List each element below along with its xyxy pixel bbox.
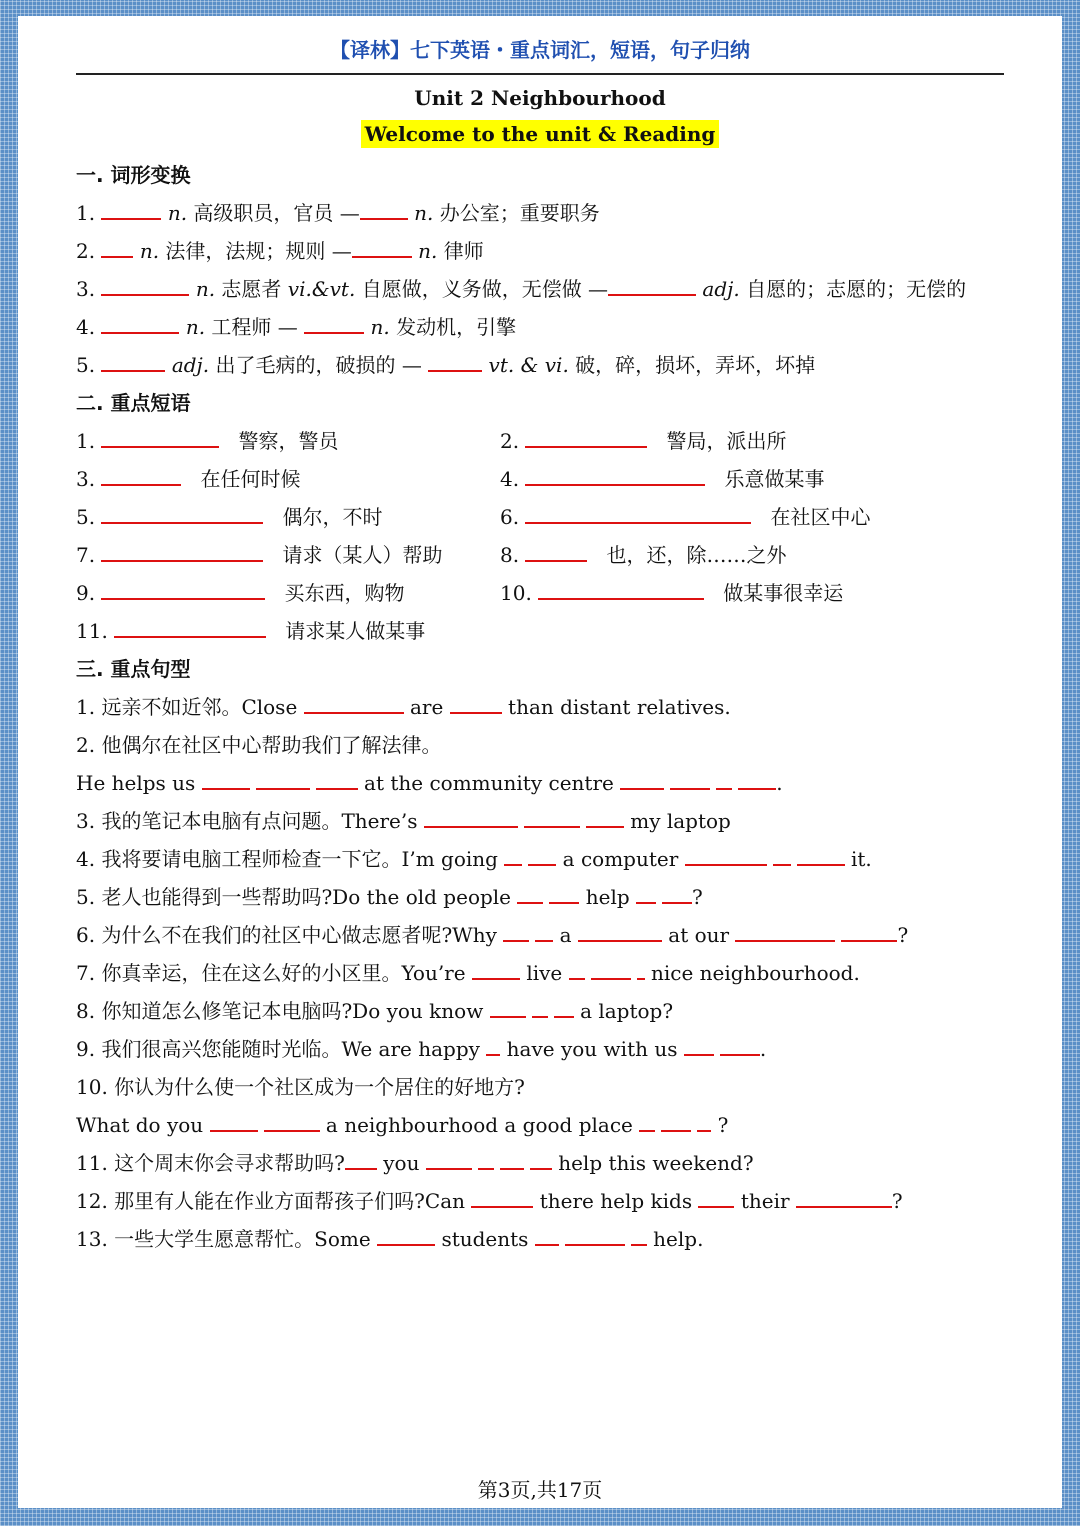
answer-blank[interactable] bbox=[101, 276, 189, 296]
answer-blank[interactable] bbox=[670, 770, 710, 790]
answer-blank[interactable] bbox=[503, 922, 529, 942]
sentence-item-5: 5. 老人也能得到一些帮助吗?Do the old people help ? bbox=[76, 885, 703, 909]
answer-blank[interactable] bbox=[538, 580, 704, 600]
answer-blank[interactable] bbox=[685, 846, 767, 866]
page-number: 第3页,共17页 bbox=[477, 1478, 603, 1502]
sentence-item-4: 4. 我将要请电脑工程师检查一下它。I’m going a computer it. bbox=[76, 847, 872, 871]
phrase-item-8: 8. 也，还，除……之外 bbox=[500, 543, 787, 567]
sentence-item-2-en: He helps us at the community centre . bbox=[76, 771, 783, 795]
phrase-item-3: 3. 在任何时候 bbox=[76, 467, 301, 491]
phrase-item-9: 9. 买东西，购物 bbox=[76, 581, 405, 605]
answer-blank[interactable] bbox=[345, 1150, 377, 1170]
answer-blank[interactable] bbox=[426, 1150, 472, 1170]
answer-blank[interactable] bbox=[735, 922, 835, 942]
sentence-item-6: 6. 为什么不在我们的社区中心做志愿者呢?Why a at our ? bbox=[76, 923, 909, 947]
answer-blank[interactable] bbox=[377, 1226, 435, 1246]
answer-blank[interactable] bbox=[631, 1226, 647, 1246]
answer-blank[interactable] bbox=[528, 846, 556, 866]
answer-blank[interactable] bbox=[530, 1150, 552, 1170]
answer-blank[interactable] bbox=[304, 314, 364, 334]
answer-blank[interactable] bbox=[524, 808, 580, 828]
section-subtitle: Welcome to the unit & Reading bbox=[361, 120, 720, 148]
sentence-item-2-cn: 2. 他偶尔在社区中心帮助我们了解法律。 bbox=[76, 733, 442, 757]
answer-blank[interactable] bbox=[608, 276, 696, 296]
word-form-item-3: 3. n. 志愿者 vi.&vt. 自愿做，义务做，无偿做 — adj. 自愿的；志愿的；无偿的 bbox=[76, 277, 967, 301]
word-form-item-1: 1. n. 高级职员，官员 — n. 办公室；重要职务 bbox=[76, 201, 600, 225]
sentence-item-3: 3. 我的笔记本电脑有点问题。There’s my laptop bbox=[76, 809, 731, 833]
answer-blank[interactable] bbox=[517, 884, 543, 904]
word-form-item-5: 5. adj. 出了毛病的，破损的 — vt. & vi. 破，碎，损坏，弄坏，坏掉 bbox=[76, 353, 816, 377]
answer-blank[interactable] bbox=[535, 1226, 559, 1246]
sentence-item-1: 1. 远亲不如近邻。Close are than distant relatives. bbox=[76, 695, 731, 719]
answer-blank[interactable] bbox=[841, 922, 897, 942]
answer-blank[interactable] bbox=[554, 998, 574, 1018]
answer-blank[interactable] bbox=[101, 580, 265, 600]
phrase-item-1: 1. 警察，警员 bbox=[76, 429, 339, 453]
answer-blank[interactable] bbox=[639, 1112, 655, 1132]
section-title-phrases: 二. 重点短语 bbox=[76, 391, 191, 415]
answer-blank[interactable] bbox=[586, 808, 624, 828]
answer-blank[interactable] bbox=[316, 770, 358, 790]
sentence-item-10-en: What do you a neighbourhood a good place ? bbox=[76, 1113, 729, 1137]
answer-blank[interactable] bbox=[478, 1150, 494, 1170]
answer-blank[interactable] bbox=[797, 846, 845, 866]
answer-blank[interactable] bbox=[637, 960, 645, 980]
header-divider bbox=[76, 73, 1004, 75]
sentence-item-9: 9. 我们很高兴您能随时光临。We are happy have you with us . bbox=[76, 1037, 767, 1061]
answer-blank[interactable] bbox=[684, 1036, 714, 1056]
phrase-item-7: 7. 请求（某人）帮助 bbox=[76, 543, 443, 567]
answer-blank[interactable] bbox=[114, 618, 266, 638]
answer-blank[interactable] bbox=[698, 1188, 734, 1208]
answer-blank[interactable] bbox=[264, 1112, 320, 1132]
answer-blank[interactable] bbox=[210, 1112, 258, 1132]
answer-blank[interactable] bbox=[101, 542, 263, 562]
answer-blank[interactable] bbox=[500, 1150, 524, 1170]
answer-blank[interactable] bbox=[578, 922, 662, 942]
word-form-item-2: 2. n. 法律，法规；规则 — n. 律师 bbox=[76, 239, 484, 263]
answer-blank[interactable] bbox=[304, 694, 404, 714]
sentence-item-8: 8. 你知道怎么修笔记本电脑吗?Do you know a laptop? bbox=[76, 999, 674, 1023]
answer-blank[interactable] bbox=[636, 884, 656, 904]
answer-blank[interactable] bbox=[450, 694, 502, 714]
answer-blank[interactable] bbox=[565, 1226, 625, 1246]
answer-blank[interactable] bbox=[101, 200, 161, 220]
answer-blank[interactable] bbox=[504, 846, 522, 866]
word-form-item-4: 4. n. 工程师 — n. 发动机，引擎 bbox=[76, 315, 517, 339]
section-title-word-forms: 一. 词形变换 bbox=[76, 163, 191, 187]
answer-blank[interactable] bbox=[360, 200, 408, 220]
phrase-item-4: 4. 乐意做某事 bbox=[500, 467, 825, 491]
sentence-item-13: 13. 一些大学生愿意帮忙。Some students help. bbox=[76, 1227, 704, 1251]
answer-blank[interactable] bbox=[101, 352, 165, 372]
answer-blank[interactable] bbox=[796, 1188, 892, 1208]
subtitle-wrap bbox=[18, 120, 1062, 148]
answer-blank[interactable] bbox=[352, 238, 412, 258]
answer-blank[interactable] bbox=[738, 770, 776, 790]
answer-blank[interactable] bbox=[697, 1112, 711, 1132]
answer-blank[interactable] bbox=[525, 504, 751, 524]
answer-blank[interactable] bbox=[773, 846, 791, 866]
answer-blank[interactable] bbox=[101, 238, 133, 258]
answer-blank[interactable] bbox=[490, 998, 526, 1018]
sentence-item-11: 11. 这个周末你会寻求帮助吗? you help this weekend? bbox=[76, 1151, 754, 1175]
answer-blank[interactable] bbox=[471, 1188, 533, 1208]
answer-blank[interactable] bbox=[256, 770, 310, 790]
phrase-item-6: 6. 在社区中心 bbox=[500, 505, 871, 529]
worksheet-page bbox=[18, 16, 1062, 1508]
phrase-item-11: 11. 请求某人做某事 bbox=[76, 619, 426, 643]
answer-blank[interactable] bbox=[620, 770, 664, 790]
answer-blank[interactable] bbox=[101, 314, 179, 334]
answer-blank[interactable] bbox=[101, 428, 219, 448]
sentence-item-12: 12. 那里有人能在作业方面帮孩子们吗?Can there help kids their ? bbox=[76, 1189, 903, 1213]
answer-blank[interactable] bbox=[202, 770, 250, 790]
sentence-item-7: 7. 你真幸运，住在这么好的小区里。You’re live nice neighbourhood. bbox=[76, 961, 860, 985]
answer-blank[interactable] bbox=[101, 504, 263, 524]
sentence-item-10-cn: 10. 你认为什么使一个社区成为一个居住的好地方? bbox=[76, 1075, 525, 1099]
answer-blank[interactable] bbox=[661, 1112, 691, 1132]
answer-blank[interactable] bbox=[549, 884, 579, 904]
answer-blank[interactable] bbox=[569, 960, 585, 980]
document-header: 【译林】七下英语・重点词汇，短语，句子归纳 bbox=[330, 38, 750, 62]
answer-blank[interactable] bbox=[720, 1036, 760, 1056]
answer-blank[interactable] bbox=[591, 960, 631, 980]
answer-blank[interactable] bbox=[535, 922, 553, 942]
answer-blank[interactable] bbox=[486, 1036, 500, 1056]
answer-blank[interactable] bbox=[525, 466, 705, 486]
phrase-item-2: 2. 警局，派出所 bbox=[500, 429, 787, 453]
unit-title: Unit 2 Neighbourhood bbox=[414, 86, 666, 110]
answer-blank[interactable] bbox=[525, 428, 647, 448]
answer-blank[interactable] bbox=[101, 466, 181, 486]
section-title-sentences: 三. 重点句型 bbox=[76, 657, 191, 681]
answer-blank[interactable] bbox=[428, 352, 482, 372]
answer-blank[interactable] bbox=[525, 542, 587, 562]
answer-blank[interactable] bbox=[716, 770, 732, 790]
phrase-item-5: 5. 偶尔，不时 bbox=[76, 505, 383, 529]
phrase-item-10: 10. 做某事很幸运 bbox=[500, 581, 844, 605]
answer-blank[interactable] bbox=[662, 884, 692, 904]
answer-blank[interactable] bbox=[532, 998, 548, 1018]
answer-blank[interactable] bbox=[472, 960, 520, 980]
answer-blank[interactable] bbox=[424, 808, 518, 828]
